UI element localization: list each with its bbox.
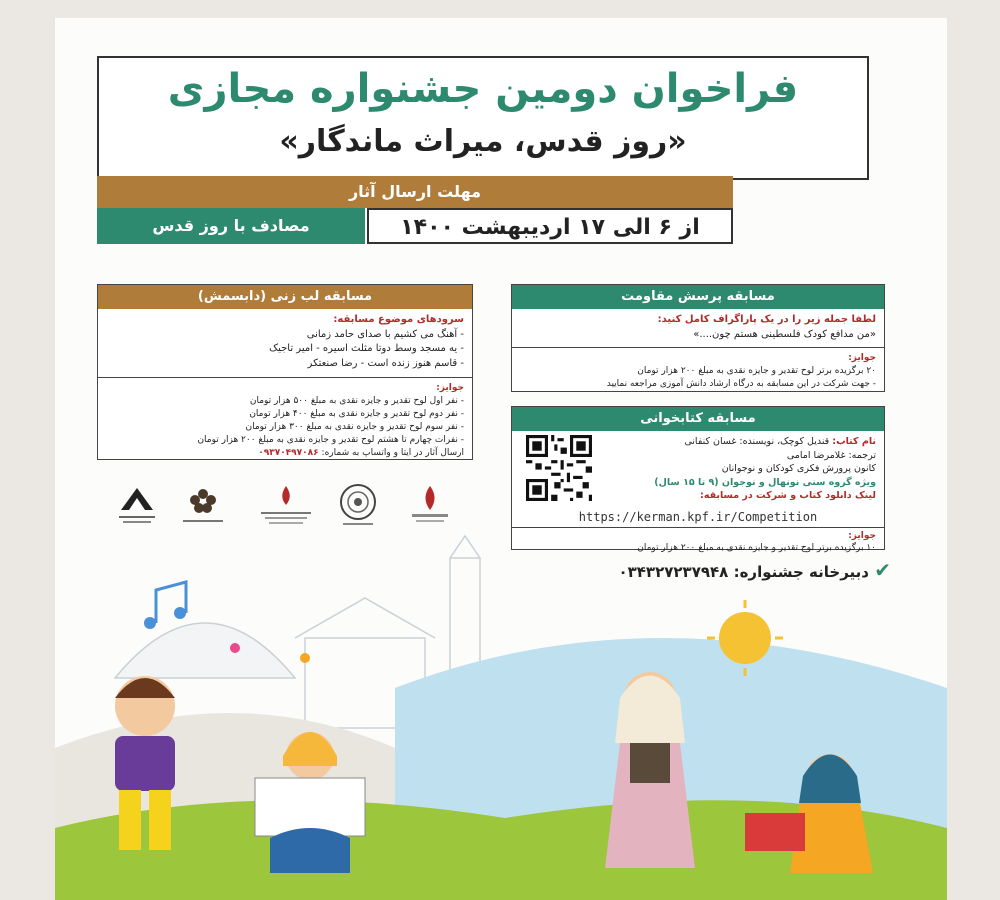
- lip-sync-title: مسابقه لب زنی (دابسمش): [98, 285, 472, 309]
- prize-item: - نفر دوم لوح تقدیر و جایزه نقدی به مبلغ ۴۰۰ هزار تومان: [249, 409, 464, 419]
- lip-sync-prizes: [98, 378, 472, 464]
- title-box: [97, 56, 869, 180]
- deadline-dates: از ۶ الی ۱۷ اردیبهشت ۱۴۰۰: [367, 208, 733, 244]
- festival-subtitle: «روز قدس، میراث ماندگار»: [279, 124, 687, 159]
- send-line: [106, 447, 464, 460]
- coincide-label: مصادف با روز قدس: [97, 208, 365, 244]
- prizes-title: جوایز:: [848, 353, 876, 363]
- secretariat-label: دبیرخانه جشنواره:: [733, 563, 869, 581]
- publisher: کانون پرورش فکری کودکان و نوجوانان: [721, 463, 876, 474]
- translator: ترجمه: غلامرضا امامی: [786, 449, 876, 461]
- deadline-label: مهلت ارسال آثار: [97, 176, 733, 208]
- resistance-prizes: [512, 348, 884, 395]
- prize-item: - جهت شرکت در این مسابقه به درگاه ارشاد دانش آموزی مراجعه نمایید: [606, 379, 876, 389]
- question-text: «من مدافع کودک فلسطینی هستم چون....»: [693, 328, 876, 340]
- age-group: ویژه گروه سنی نونهال و نوجوان (۹ تا ۱۵ سال): [654, 476, 876, 488]
- check-icon: ✔: [874, 558, 891, 582]
- prize-item: - نفر اول لوح تقدیر و جایزه نقدی به مبلغ ۵۰۰ هزار تومان: [249, 396, 464, 406]
- children-illustration: [55, 528, 947, 900]
- festival-title: فراخوان دومین جشنواره مجازی: [167, 66, 799, 112]
- song-item: - آهنگ می کشیم با صدای حامد زمانی: [306, 328, 464, 340]
- send-phone: ۰۹۳۷۰۴۹۷۰۸۶: [258, 448, 319, 458]
- prize-item: ۱۰ برگزیده برتر لوح تقدیر و جایزه نقدی به مبلغ ۲۰۰ هزار تومان: [637, 543, 876, 553]
- prize-item: - نفرات چهارم تا هشتم لوح تقدیر و جایزه نقدی به مبلغ ۲۰۰ هزار تومان: [197, 435, 464, 445]
- book-line: [606, 435, 876, 449]
- lip-sync-panel: [97, 284, 473, 460]
- reading-body: [512, 431, 884, 509]
- songs-title: سرودهای موضوع مسابقه:: [333, 314, 464, 325]
- download-text: لینک دانلود کتاب و شرکت در مسابقه:: [700, 490, 876, 501]
- song-item: - قاسم هنوز زنده است - رضا صنعتکر: [307, 357, 464, 369]
- resistance-title: مسابقه پرسش مقاومت: [512, 285, 884, 309]
- logo-org: [255, 480, 317, 530]
- reading-title: مسابقه کتابخوانی: [512, 407, 884, 431]
- song-item: - یه مسجد وسط دوتا مثلث اسیره - امیر تاجیک: [269, 343, 464, 354]
- book-value: قندیل کوچک، نویسنده: غسان کنفانی: [684, 436, 830, 447]
- book-info: [598, 431, 884, 507]
- prize-item: ۲۰ برگزیده برتر لوح تقدیر و جایزه نقدی به مبلغ ۲۰۰ هزار تومان: [637, 366, 876, 376]
- songs-section: [98, 309, 472, 377]
- book-label: نام کتاب:: [832, 436, 876, 447]
- qr-code[interactable]: [526, 435, 592, 501]
- poster: [55, 18, 947, 900]
- competition-url[interactable]: https://kerman.kpf.ir/Competition: [578, 510, 818, 524]
- logo-seal: [333, 480, 383, 530]
- prizes-title: جوایز:: [436, 383, 464, 393]
- question-title: لطفا جمله زیر را در یک پاراگراف کامل کنید:: [657, 314, 876, 325]
- send-text: ارسال آثار در ایتا و واتساپ به شماره:: [321, 448, 464, 458]
- logo-kanoon: [111, 480, 163, 530]
- logo-flower: [175, 480, 231, 530]
- prizes-title: جوایز:: [848, 531, 876, 541]
- prize-item: - نفر سوم لوح تقدیر و جایزه نقدی به مبلغ ۳۰۰ هزار تومان: [245, 422, 464, 432]
- secretariat-phone: ۰۳۴۳۲۷۲۳۷۹۴۸: [618, 563, 729, 581]
- logo-ministry: [400, 480, 460, 530]
- resistance-panel: [511, 284, 885, 392]
- question-section: [512, 309, 884, 347]
